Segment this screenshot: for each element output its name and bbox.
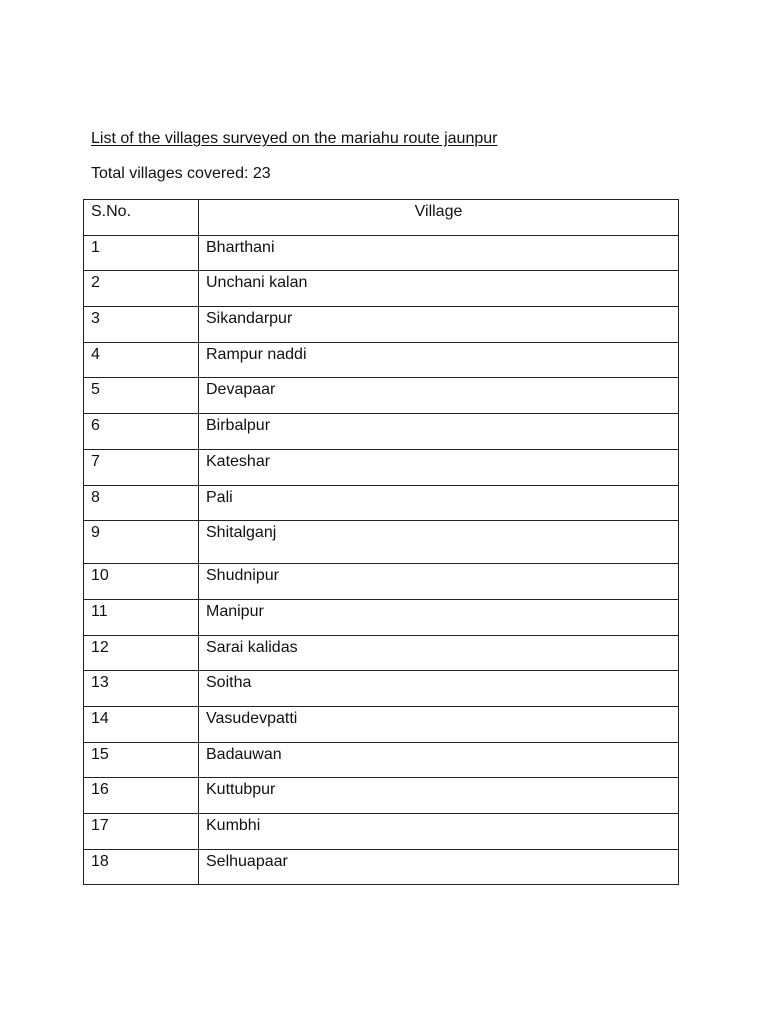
village-cell: Selhuapaar xyxy=(199,849,679,885)
document-title: List of the villages surveyed on the mariahu route jaunpur xyxy=(91,130,498,147)
sno-cell: 15 xyxy=(84,742,199,778)
sno-cell: 10 xyxy=(84,564,199,600)
table-row xyxy=(84,342,679,378)
sno-cell: 5 xyxy=(84,378,199,414)
sno-cell: 14 xyxy=(84,706,199,742)
sno-cell: 13 xyxy=(84,671,199,707)
sno-cell: 9 xyxy=(84,521,199,564)
village-cell: Manipur xyxy=(199,599,679,635)
sno-cell: 12 xyxy=(84,635,199,671)
village-cell: Birbalpur xyxy=(199,414,679,450)
table-row xyxy=(84,564,679,600)
village-cell: Badauwan xyxy=(199,742,679,778)
table-row xyxy=(84,706,679,742)
table-row xyxy=(84,671,679,707)
sno-cell: 3 xyxy=(84,307,199,343)
village-cell: Pali xyxy=(199,485,679,521)
table-row xyxy=(84,814,679,850)
sno-cell: 17 xyxy=(84,814,199,850)
sno-cell: 6 xyxy=(84,414,199,450)
sno-cell: 11 xyxy=(84,599,199,635)
table-row xyxy=(84,449,679,485)
table-row xyxy=(84,378,679,414)
table-row xyxy=(84,849,679,885)
sno-cell: 4 xyxy=(84,342,199,378)
village-cell: Vasudevpatti xyxy=(199,706,679,742)
village-cell: Unchani kalan xyxy=(199,271,679,307)
sno-cell: 7 xyxy=(84,449,199,485)
header-sno: S.No. xyxy=(84,200,199,236)
village-cell: Rampur naddi xyxy=(199,342,679,378)
villages-count-text: Total villages covered: 23 xyxy=(91,165,271,182)
village-cell: Shudnipur xyxy=(199,564,679,600)
sno-cell: 16 xyxy=(84,778,199,814)
sno-cell: 2 xyxy=(84,271,199,307)
village-cell: Kumbhi xyxy=(199,814,679,850)
village-cell: Sarai kalidas xyxy=(199,635,679,671)
village-cell: Devapaar xyxy=(199,378,679,414)
villages-table xyxy=(83,199,679,885)
sno-cell: 1 xyxy=(84,235,199,271)
table-row xyxy=(84,235,679,271)
sno-cell: 8 xyxy=(84,485,199,521)
village-cell: Soitha xyxy=(199,671,679,707)
table-header-row xyxy=(84,200,679,236)
table-row xyxy=(84,742,679,778)
table-row xyxy=(84,307,679,343)
village-cell: Kateshar xyxy=(199,449,679,485)
sno-cell: 18 xyxy=(84,849,199,885)
table-row xyxy=(84,521,679,564)
village-cell: Bharthani xyxy=(199,235,679,271)
table-row xyxy=(84,635,679,671)
table-row xyxy=(84,485,679,521)
table-row xyxy=(84,414,679,450)
table-row xyxy=(84,778,679,814)
village-cell: Kuttubpur xyxy=(199,778,679,814)
table-row xyxy=(84,271,679,307)
village-cell: Sikandarpur xyxy=(199,307,679,343)
header-village: Village xyxy=(199,200,679,236)
table-row xyxy=(84,599,679,635)
village-cell: Shitalganj xyxy=(199,521,679,564)
